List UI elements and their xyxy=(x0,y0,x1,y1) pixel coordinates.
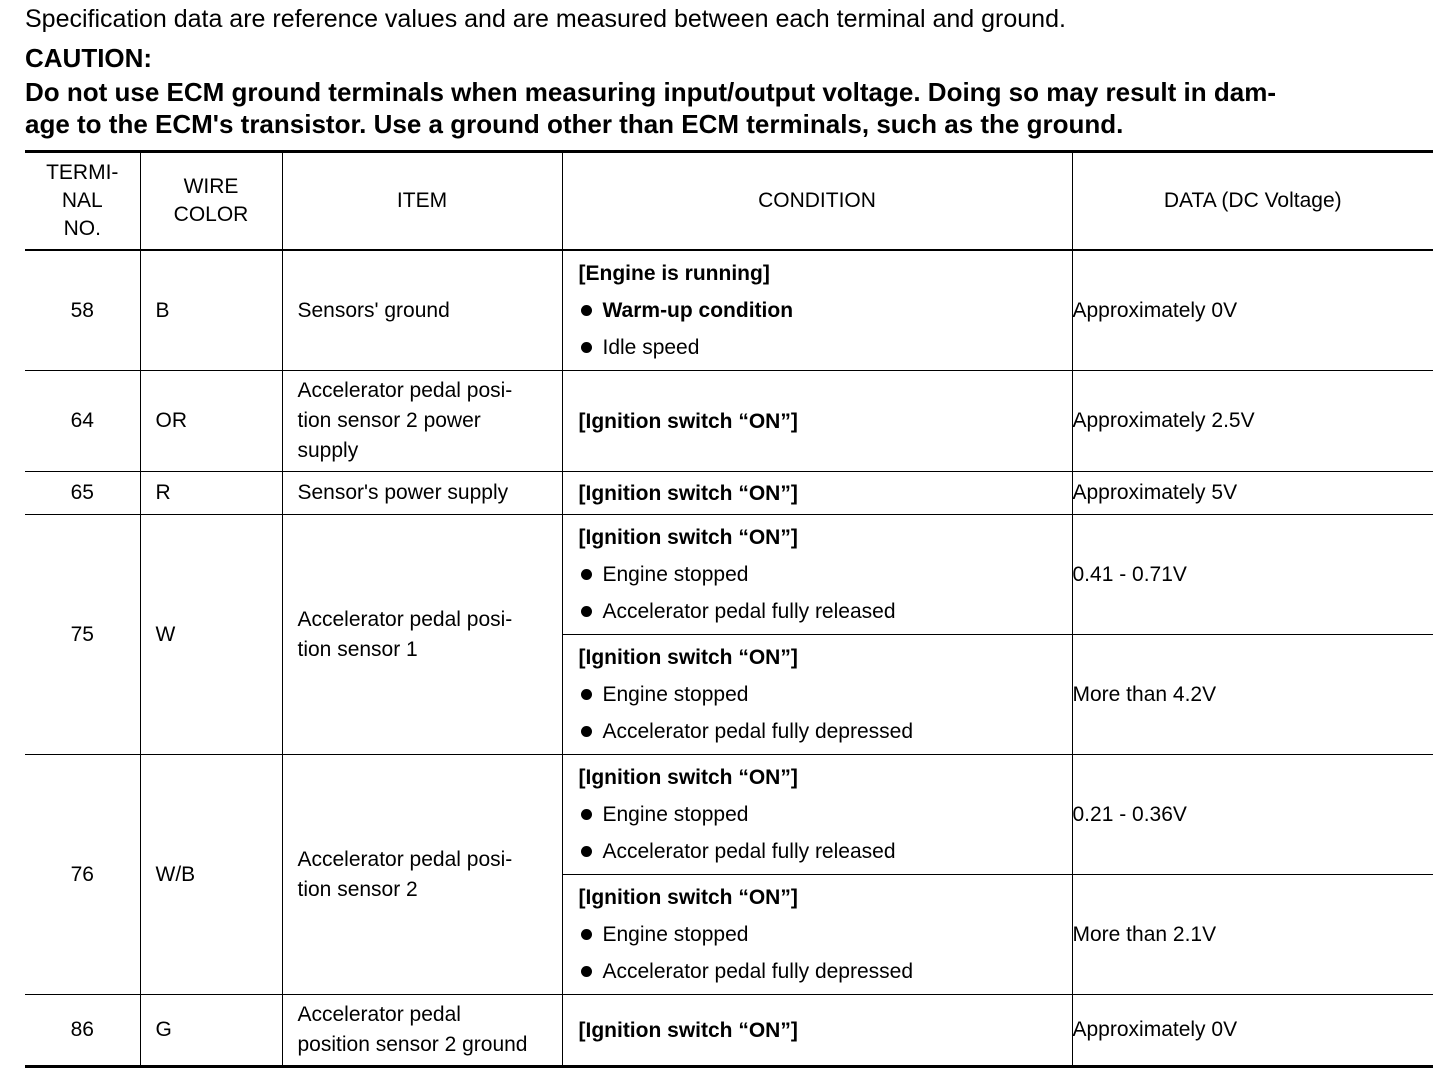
condition xyxy=(562,371,1072,472)
terminal-no: 64 xyxy=(25,371,140,472)
condition xyxy=(562,250,1072,371)
condition-header: [Ignition switch “ON”] xyxy=(578,766,798,789)
condition-bullet: Accelerator pedal fully released xyxy=(579,833,1072,870)
condition xyxy=(562,472,1072,515)
wire-color: G xyxy=(140,995,282,1067)
condition-bullet: Accelerator pedal fully depressed xyxy=(579,953,1072,990)
caution-heading: CAUTION: xyxy=(25,43,153,73)
data-value: Approximately 0V xyxy=(1072,995,1433,1067)
data-value: More than 4.2V xyxy=(1072,635,1433,755)
condition-header: [Ignition switch “ON”] xyxy=(578,1018,798,1042)
condition xyxy=(562,635,1072,755)
terminal-spec-table xyxy=(25,150,1433,1068)
terminal-no: 58 xyxy=(25,250,140,371)
header-terminal-no: TERMI- NAL NO. xyxy=(25,152,140,251)
condition-bullet: Warm-up condition xyxy=(579,292,1072,329)
intro-text: Specification data are reference values and are measured between each terminal and ground. xyxy=(25,5,1066,33)
header-condition: CONDITION xyxy=(562,152,1072,251)
condition-bullet: Accelerator pedal fully depressed xyxy=(579,713,1072,750)
data-value: 0.41 - 0.71V xyxy=(1072,515,1433,635)
table-row-58 xyxy=(25,250,1433,371)
condition xyxy=(562,515,1072,635)
condition-bullet: Engine stopped xyxy=(579,796,1072,833)
terminal-no: 86 xyxy=(25,995,140,1067)
condition xyxy=(562,755,1072,875)
data-value: Approximately 5V xyxy=(1072,472,1433,515)
table-row-65 xyxy=(25,472,1433,515)
condition-bullet: Engine stopped xyxy=(579,916,1072,953)
item: Accelerator pedal posi- tion sensor 2 xyxy=(282,755,562,995)
condition-header: [Ignition switch “ON”] xyxy=(578,409,798,433)
wire-color: OR xyxy=(140,371,282,472)
caution-text xyxy=(25,76,1435,140)
header-data: DATA (DC Voltage) xyxy=(1072,152,1433,251)
table-row-75 xyxy=(25,515,1433,635)
condition-bullet: Idle speed xyxy=(579,329,1072,366)
condition-bullet: Engine stopped xyxy=(579,676,1072,713)
condition-header: [Ignition switch “ON”] xyxy=(578,526,798,549)
header-wire-color: WIRE COLOR xyxy=(140,152,282,251)
item: Sensor's power supply xyxy=(282,472,562,515)
condition-bullet: Engine stopped xyxy=(579,556,1072,593)
wire-color: W xyxy=(140,515,282,755)
condition xyxy=(562,995,1072,1067)
condition-header: [Ignition switch “ON”] xyxy=(578,481,798,505)
terminal-no: 76 xyxy=(25,755,140,995)
item: Sensors' ground xyxy=(282,250,562,371)
item: Accelerator pedal position sensor 2 ground xyxy=(282,995,562,1067)
condition-header: [Ignition switch “ON”] xyxy=(578,886,798,909)
header-item: ITEM xyxy=(282,152,562,251)
table-row-76 xyxy=(25,755,1433,875)
wire-color: B xyxy=(140,250,282,371)
data-value: More than 2.1V xyxy=(1072,875,1433,995)
data-value: Approximately 2.5V xyxy=(1072,371,1433,472)
condition-header: [Ignition switch “ON”] xyxy=(578,646,798,669)
terminal-no: 65 xyxy=(25,472,140,515)
table-header-row xyxy=(25,152,1433,251)
table-row-86 xyxy=(25,995,1433,1067)
caution-line-2: age to the ECM's transistor. Use a ground other than ECM terminals, such as the ground. xyxy=(25,109,1124,139)
table-row-64 xyxy=(25,371,1433,472)
data-value: Approximately 0V xyxy=(1072,250,1433,371)
wire-color: R xyxy=(140,472,282,515)
caution-line-1: Do not use ECM ground terminals when measuring input/output voltage. Doing so may result in dam- xyxy=(25,77,1276,107)
item: Accelerator pedal posi- tion sensor 2 power supply xyxy=(282,371,562,472)
condition xyxy=(562,875,1072,995)
wire-color: W/B xyxy=(140,755,282,995)
terminal-no: 75 xyxy=(25,515,140,755)
data-value: 0.21 - 0.36V xyxy=(1072,755,1433,875)
item: Accelerator pedal posi- tion sensor 1 xyxy=(282,515,562,755)
condition-header: [Engine is running] xyxy=(578,262,770,285)
condition-bullet: Accelerator pedal fully released xyxy=(579,593,1072,630)
